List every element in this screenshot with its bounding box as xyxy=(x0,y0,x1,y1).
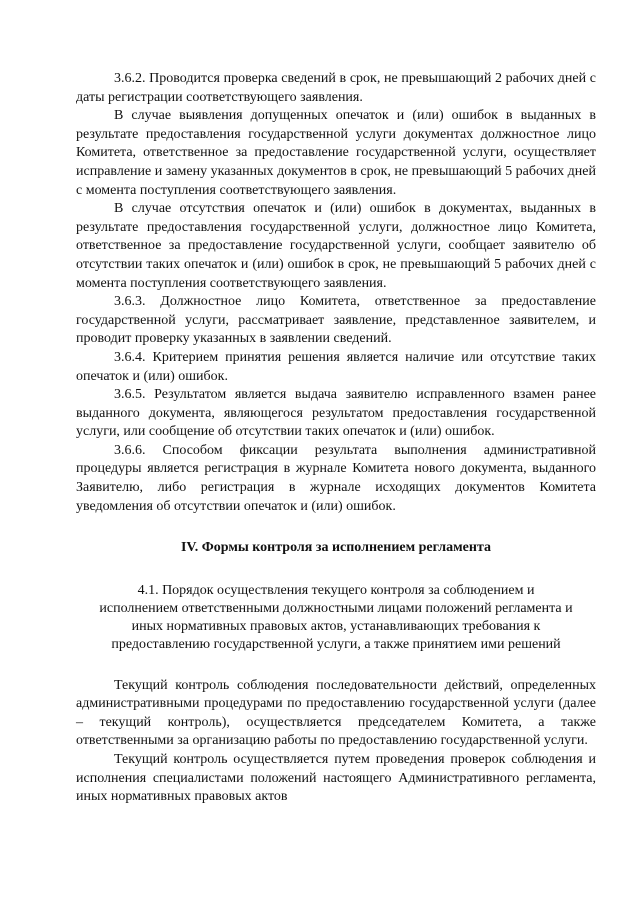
paragraph-3-6-5: 3.6.5. Результатом является выдача заявителю исправленного взамен ранее выданного документа, являющегося результатом предоставления государственной услуги, или сообщение об отсутствии таких опечаток и (или) ошибок. xyxy=(76,387,596,440)
paragraph-current-control: Текущий контроль соблюдения последовательности действий, определенных административными процедурами по предоставлению государственной услуги (далее – текущий контроль), осуществляется председателем Комитета, а также ответственными за организацию работы по предоставлению государственной услуги. xyxy=(76,677,596,749)
subsection-title-line: иных нормативных правовых актов, устанавливающих требования к xyxy=(131,619,541,635)
paragraph-control-method: Текущий контроль осуществляется путем проведения проверок соблюдения и исполнения специалистами положений настоящего Административного регламента, иных нормативных правовых актов xyxy=(76,752,596,805)
paragraph-3-6-6: 3.6.6. Способом фиксации результата выполнения административной процедуры является регистрация в журнале Комитета нового документа, выданного Заявителю, либо регистрация в журнале исходящих документов Комитета уведомления об отсутствии опечаток и (или) ошибок. xyxy=(76,442,596,514)
subsection-title-line: предоставлению государственной услуги, а также принятием ими решений xyxy=(111,637,561,653)
section-title: IV. Формы контроля за исполнением регламента xyxy=(180,540,492,556)
paragraph-3-6-4: 3.6.4. Критерием принятия решения является наличие или отсутствие таких опечаток и (или) ошибок. xyxy=(76,349,596,384)
document-page xyxy=(76,70,596,807)
paragraph-3-6-2: 3.6.2. Проводится проверка сведений в срок, не превышающий 2 рабочих дней с даты регистрации соответствующего заявления. xyxy=(76,71,596,105)
subsection-title xyxy=(76,582,596,655)
paragraph-errors-found: В случае выявления допущенных опечаток и (или) ошибок в выданных в результате предоставления государственной услуги документах должностное лицо Комитета, ответственное за предоставление государственной услуги, осуществляет исправление и замену указанных документов в срок, не превышающий 5 рабочих дней с момента поступления соответствующего заявления. xyxy=(76,108,596,198)
subsection-title-line: 4.1. Порядок осуществления текущего контроля за соблюдением и xyxy=(137,582,535,598)
subsection-title-line: исполнением ответственными должностными лицами положений регламента и xyxy=(99,601,573,617)
paragraph-3-6-3: 3.6.3. Должностное лицо Комитета, ответственное за предоставление государственной услуги, рассматривает заявление, представленное заявителем, и проводит проверку указанных в заявлении сведений. xyxy=(76,294,596,347)
paragraph-no-errors: В случае отсутствия опечаток и (или) ошибок в документах, выданных в результате предоставления государственной услуги, должностное лицо Комитета, ответственное за предоставление государственной услуги, сообщает заявителю об отсутствии таких опечаток и (или) ошибок в срок, не превышающий 5 рабочих дней с момента поступления соответствующего заявления. xyxy=(76,201,596,291)
